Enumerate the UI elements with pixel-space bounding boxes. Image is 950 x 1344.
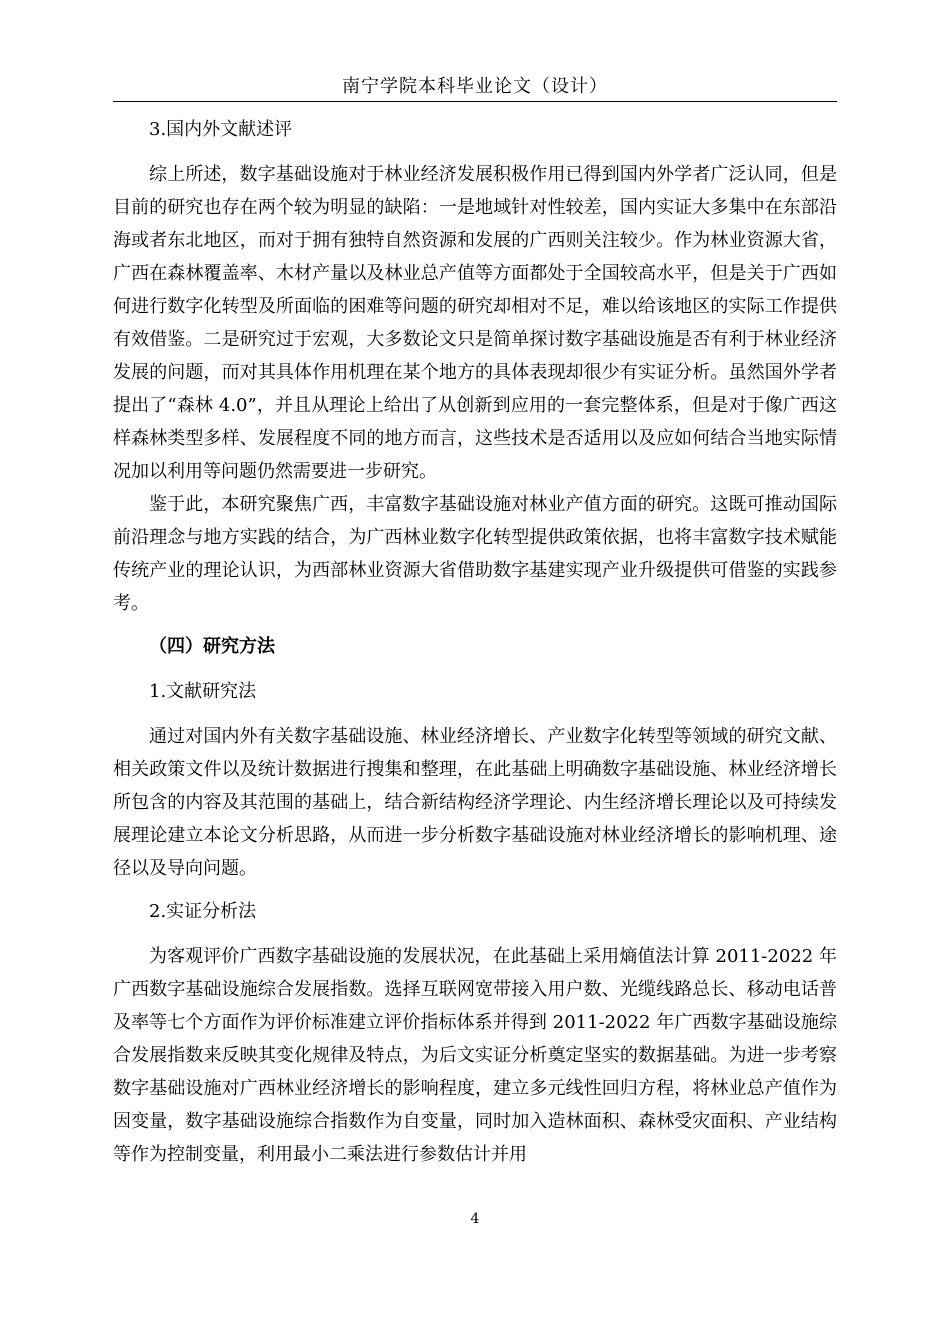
heading-empirical-method: 2.实证分析法 <box>149 901 257 922</box>
spacer <box>113 885 837 895</box>
page-number: 4 <box>470 1211 480 1227</box>
spacer <box>113 710 837 720</box>
heading-literature-method: 1.文献研究法 <box>149 681 257 702</box>
paragraph-review-conclusion: 鉴于此，本研究聚焦广西，丰富数字基础设施对林业产值方面的研究。这既可推动国际前沿理念与地方实践的结合，为广西林业数字化转型提供政策依据，也将丰富数字技术赋能传统产业的理论认识，为西部林业资源大省借助数字基建实现产业升级提供可借鉴的实践参考。 <box>113 494 837 614</box>
paragraph-literature-method: 通过对国内外有关数字基础设施、林业经济增长、产业数字化转型等领域的研究文献、相关政策文件以及统计数据进行搜集和整理，在此基础上明确数字基础设施、林业经济增长所包含的内容及其范围的基础上，结合新结构经济学理论、内生经济增长理论以及可持续发展理论建立本论文分析思路，从而进一步分析数字基础设施对林业经济增长的影响机理、途径以及导向问题。 <box>113 726 837 879</box>
page-body <box>113 113 837 1171</box>
spacer <box>113 930 837 940</box>
heading-research-methods: （四）研究方法 <box>149 636 275 657</box>
spacer <box>113 148 837 158</box>
paragraph-empirical-method: 为客观评价广西数字基础设施的发展状况，在此基础上采用熵值法计算 2011-2022 年广西数字基础设施综合发展指数。选择互联网宽带接入用户数、光缆线路总长、移动电话普及率等七个方面作为评价标准建立评价指标体系并得到 2011-2022 年广西数字基础设施综合发展指数来反映其变化规律及特点，为后文实证分析奠定坚实的数据基础。为进一步考察数字基础设施对广西林业经济增长的影响程度，建立多元线性回归方程，将林业总产值作为因变量，数字基础设施综合指数作为自变量，同时加入造林面积、森林受灾面积、产业结构等作为控制变量，利用最小二乘法进行参数估计并用 <box>113 946 837 1165</box>
spacer <box>113 665 837 675</box>
spacer <box>113 620 837 630</box>
running-header: 南宁学院本科毕业论文（设计） <box>342 76 608 97</box>
heading-literature-review: 3.国内外文献述评 <box>149 119 293 140</box>
header-rule <box>113 101 837 102</box>
paragraph-review-summary: 综上所述，数字基础设施对于林业经济发展积极作用已得到国内外学者广泛认同，但是目前的研究也存在两个较为明显的缺陷：一是地域针对性较差，国内实证大多集中在东部沿海或者东北地区，而对于拥有独特自然资源和发展的广西则关注较少。作为林业资源大省，广西在森林覆盖率、木材产量以及林业总产值等方面都处于全国较高水平，但是关于广西如何进行数字化转型及所面临的困难等问题的研究却相对不足，难以给该地区的实际工作提供有效借鉴。二是研究过于宏观，大多数论文只是简单探讨数字基础设施是否有利于林业经济发展的问题，而对其具体作用机理在某个地方的具体表现却很少有实证分析。虽然国外学者提出了“森林 4.0”，并且从理论上给出了从创新到应用的一套完整体系，但是对于像广西这样森林类型多样、发展程度不同的地方而言，这些技术是否适用以及应如何结合当地实际情况加以利用等问题仍然需要进一步研究。 <box>113 164 837 482</box>
